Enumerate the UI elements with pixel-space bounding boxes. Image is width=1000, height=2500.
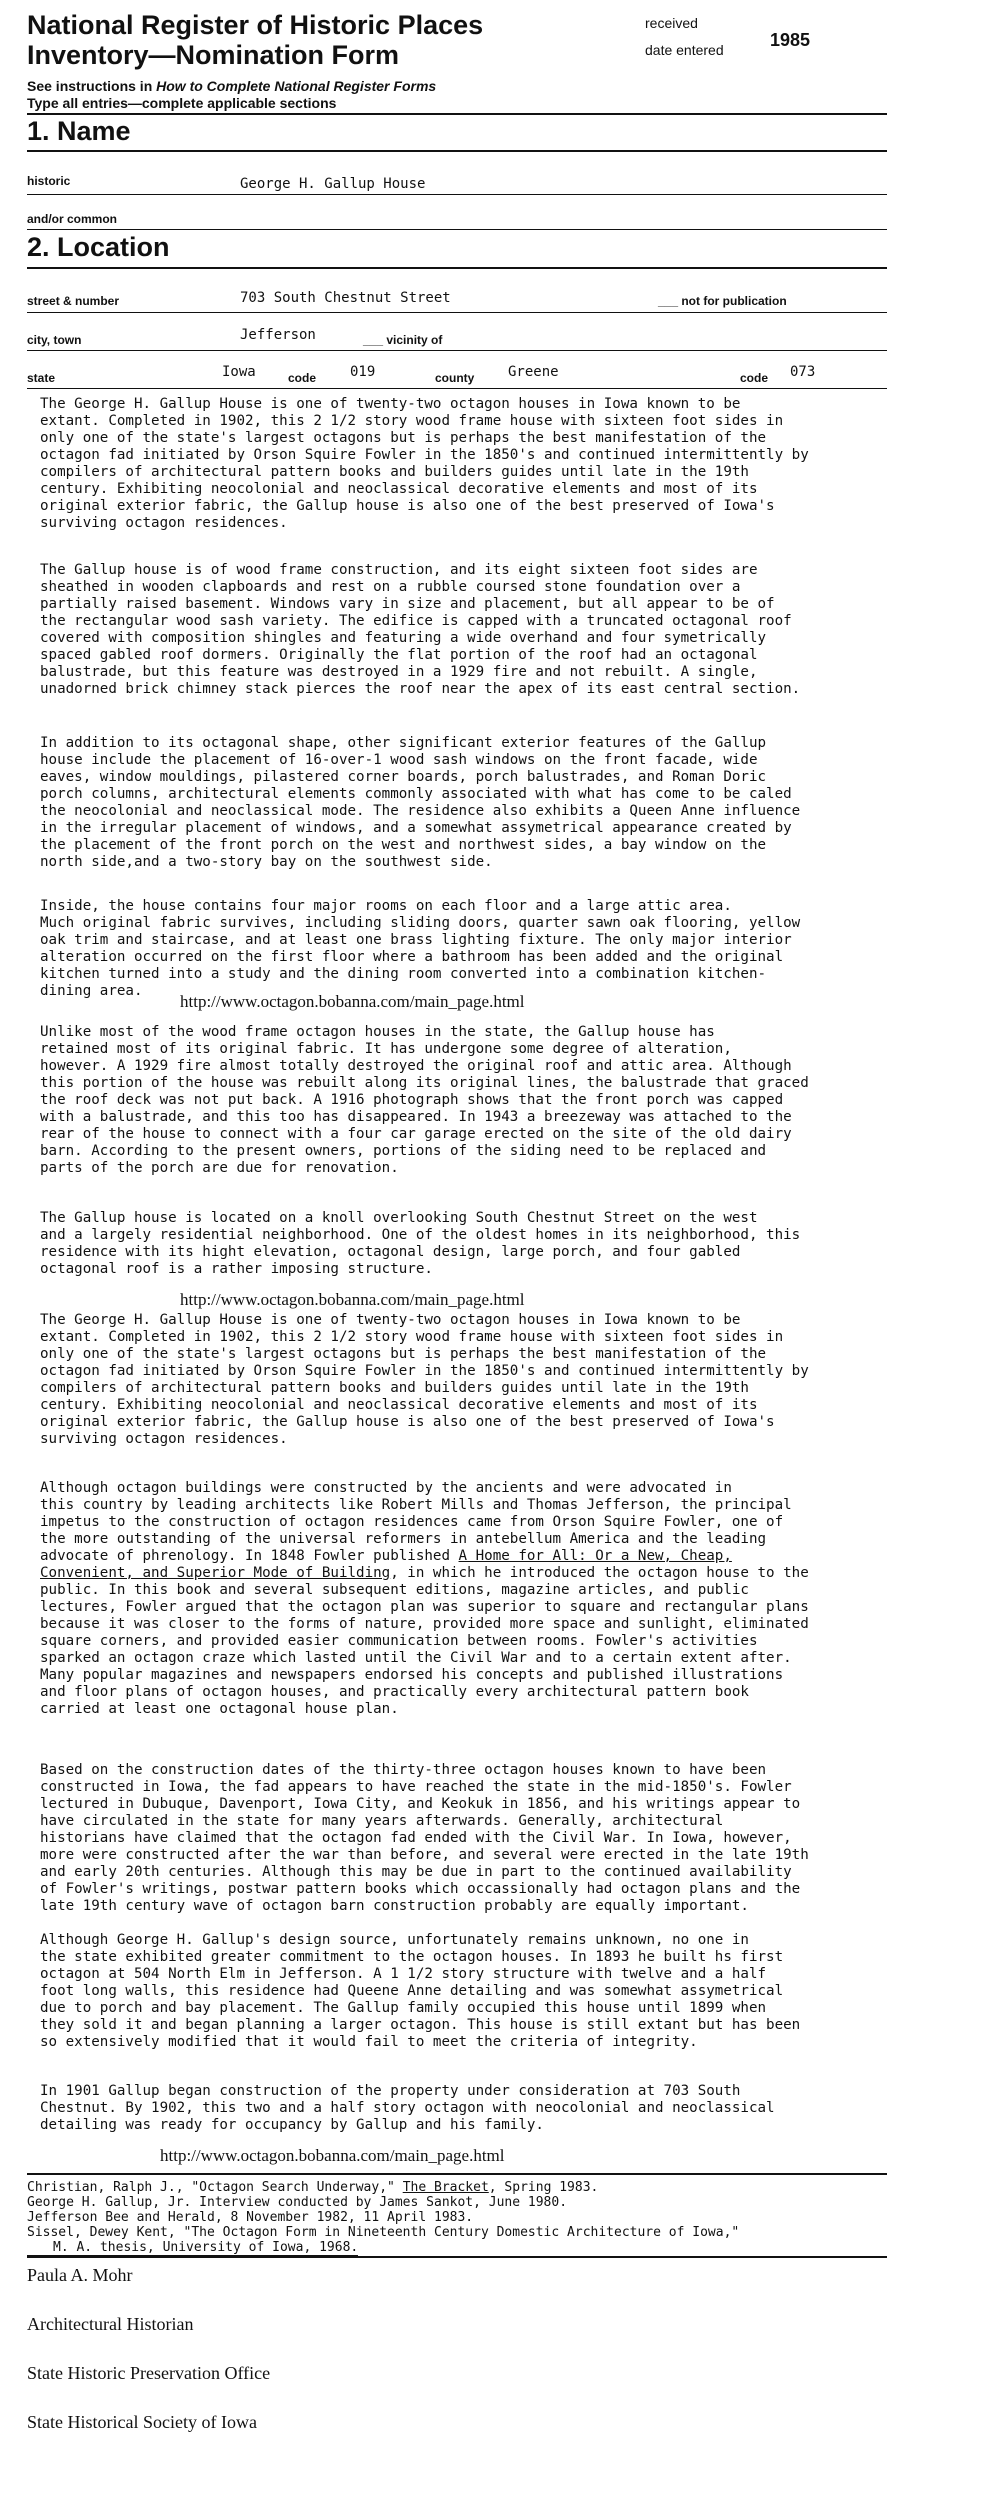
significance-paragraph-2 — [40, 1480, 880, 1718]
county-code-label: code — [740, 371, 769, 385]
historic-label: historic — [27, 174, 71, 188]
source-url-2: http://www.octagon.bobanna.com/main_page.html — [180, 1290, 525, 1309]
source-url-3: http://www.octagon.bobanna.com/main_page.html — [160, 2146, 505, 2165]
divider — [27, 113, 887, 115]
description-paragraph-4: Inside, the house contains four major rooms on each floor and a large attic area. Much original fabric survives, including sliding doors, quarter sawn oak flooring, yellow oak trim and staircase, and at least one brass lighting fixture. The only major interior alteration occurred on the first floor where a bathroom has been added and the original kitchen turned into a study and the dining room converted into a combination kitchen- dining area. — [40, 898, 801, 999]
divider — [27, 150, 887, 152]
year-stamp: 1985 — [770, 30, 811, 50]
form-title-line2: Inventory—Nomination Form — [27, 40, 400, 70]
state-value: Iowa — [222, 364, 256, 380]
divider — [27, 229, 887, 230]
reference-1 — [27, 2180, 887, 2195]
paragraph-text: Although octagon buildings were constructed by the ancients and were advocated in this country by leading architects like Robert Mills and Thomas Jefferson, the principal impetus to the construction of octagon residences came from Orson Squire Fowler, one of the more outstanding of the universal reformers in antebellum America and the leading advocate of phrenology. In 1848 Fowler published — [40, 1480, 792, 1564]
preparer-title: Architectural Historian — [27, 2314, 194, 2334]
received-label: received — [645, 15, 698, 31]
county-label: county — [435, 371, 475, 385]
preparer-office: State Historic Preservation Office — [27, 2363, 271, 2383]
description-paragraph-2: The Gallup house is of wood frame construction, and its eight sixteen foot sides are sheathed in wooden clapboards and rest on a rubble coursed stone foundation over a partially raised basement. Windows vary in size and placement, but all appear to be of the rectangular wood sash variety. The edifice is capped with a truncated octagonal roof covered with composition shingles and featuring a wide overhand and four symetrically spaced gabled roof dormers. Originally the flat portion of the roof had an octagonal balustrade, but this feature was destroyed in a 1929 fire and not rebuilt. A single, unadorned brick chimney stack pierces the roof near the apex of its east central section. — [40, 562, 801, 697]
significance-paragraph-4: Although George H. Gallup's design source, unfortunately remains unknown, no one in the state exhibited greater commitment to the octagon houses. In 1893 he built hs first octagon at 504 North Elm in Jefferson. A 1 1/2 story structure with twelve and a half foot long walls, this residence had Queene Anne detailing and was somewhat assymetrical due to porch and bay placement. The Gallup family occupied this house until 1899 when they sold it and began planning a larger octagon. This house is still extant but has been so extensively modified that it would fail to meet the criteria of integrity. — [40, 1932, 801, 2050]
divider — [27, 312, 887, 313]
county-value: Greene — [508, 364, 559, 380]
description-paragraph-3: In addition to its octagonal shape, other significant exterior features of the Gallup house include the placement of 16-over-1 wood sash windows on the front facade, wide eaves, window mouldings, pilastered corner boards, porch balustrades, and Roman Doric porch columns, architectural elements commonly associated with what has come to be caled the neocolonial and neoclassical mode. The residence also exhibits a Queen Anne influence in the irregular placement of windows, and a somewhat assymetrical appearance created by the placement of the front porch on the west and northwest sides, a bay window on the north side,and a two-story bay on the southwest side. — [40, 735, 801, 870]
county-code-value: 073 — [790, 364, 816, 380]
reference-2: George H. Gallup, Jr. Interview conducted by James Sankot, June 1980. — [27, 2195, 568, 2210]
state-label: state — [27, 371, 56, 385]
date-entered-label: date entered — [645, 42, 724, 58]
significance-paragraph-1: The George H. Gallup House is one of twenty-two octagon houses in Iowa known to be extant. Completed in 1902, this 2 1/2 story wood frame house with sixteen foot sides in only one of the state's largest octagons but is perhaps the best manifestation of the octagon fad initiated by Orson Squire Fowler in the 1850's and continued intermittently by compilers of architectural pattern books and builders guides until late in the 19th century. Exhibiting neocolonial and neoclassical decorative elements and most of its original exterior fabric, the Gallup house is also one of the best preserved of Iowa's surviving octagon residences. — [40, 1312, 809, 1447]
form-title — [27, 10, 483, 70]
historic-name-value: George H. Gallup House — [240, 176, 426, 192]
significance-paragraph-3: Based on the construction dates of the thirty-three octagon houses known to have been constructed in Iowa, the fad appears to have reached the state in the mid-1850's. Fowler lectured in Dubuque, Davenport, Iowa City, and Keokuk in 1856, and his writings appear to have circulated in the state for many years afterwards. Generally, architectural historians have claimed that the octagon fad ended with the Civil War. In Iowa, however, more were constructed after the war than before, and several were erected in the late 19th and early 20th centuries. Although this may be due in part to the continued availability of Fowler's writings, postwar pattern books which occassionally had octagon plans and the late 19th century wave of octagon barn construction probably are equally important. — [40, 1762, 809, 1914]
divider — [27, 194, 887, 195]
description-paragraph-5: Unlike most of the wood frame octagon houses in the state, the Gallup house has retained most of its original fabric. It has undergone some degree of alteration, however. A 1929 fire almost totally destroyed the original roof and attic area. Although this portion of the house was rebuilt along its original lines, the balustrade that graced the roof deck was not put back. A 1916 photograph shows that the front porch was capped with a balustrade, and this too has disappeared. In 1943 a breezeway was attached to the rear of the house to connect with a four car garage erected on the site of the old dairy barn. According to the present owners, portions of the siding need to be replaced and parts of the porch are due for renovation. — [40, 1024, 809, 1176]
city-value: Jefferson — [240, 327, 316, 343]
vicinity-label: ___ vicinity of — [363, 333, 443, 347]
preparer-organization: State Historical Society of Iowa — [27, 2412, 257, 2432]
reference-text: Christian, Ralph J., "Octagon Search Underway," — [27, 2180, 403, 2195]
city-label: city, town — [27, 333, 82, 347]
divider — [27, 2256, 887, 2258]
state-code-label: code — [288, 371, 317, 385]
section-2-heading: 2. Location — [27, 232, 170, 262]
instructions-italic: How to Complete National Register Forms — [156, 78, 437, 94]
reference-3: Jefferson Bee and Herald, 8 November 1982, 11 April 1983. — [27, 2210, 474, 2225]
state-code-value: 019 — [350, 364, 376, 380]
references-block — [27, 2180, 887, 2256]
reference-text: , Spring 1983. — [488, 2180, 599, 2195]
paragraph-text: , in which he introduced the octagon house to the public. In this book and several subsequent editions, magazine articles, and public lectures, Fowler argued that the octagon plan was superior to square and rectangular plans because it was closer to the forms of nature, provided more space and sunlight, eliminated square corners, and provided easier communication between rooms. Fowler's activities sparked an octagon craze which lasted until the Civil War and to a certain extent after. Many popular magazines and newspapers endorsed his concepts and published illustrations and floor plans of octagon houses, and practically every architectural pattern book carried at least one octagonal house plan. — [40, 1565, 809, 1717]
divider — [27, 350, 887, 351]
divider — [27, 2173, 887, 2175]
not-for-publication-label: ___ not for publication — [658, 294, 787, 308]
reference-4-continued: M. A. thesis, University of Iowa, 1968. — [27, 2240, 358, 2256]
reference-title: The Bracket — [402, 2180, 489, 2195]
description-paragraph-6: The Gallup house is located on a knoll overlooking South Chestnut Street on the west and a largely residential neighborhood. One of the oldest homes in its neighborhood, this residence with its hight elevation, octagonal design, large porch, and four gabled octagonal roof is a rather imposing structure. — [40, 1210, 801, 1277]
section-1-heading: 1. Name — [27, 116, 131, 146]
reference-4: Sissel, Dewey Kent, "The Octagon Form in Nineteenth Century Domestic Architecture of Iowa," — [27, 2225, 740, 2240]
form-title-line1: National Register of Historic Places — [27, 10, 484, 40]
preparer-name: Paula A. Mohr — [27, 2265, 133, 2285]
description-paragraph-1: The George H. Gallup House is one of twenty-two octagon houses in Iowa known to be extant. Completed in 1902, this 2 1/2 story wood frame house with sixteen foot sides in only one of the state's largest octagons but is perhaps the best manifestation of the octagon fad initiated by Orson Squire Fowler in the 1850's and continued intermittently by compilers of architectural pattern books and builders guides until late in the 19th century. Exhibiting neocolonial and neoclassical decorative elements and most of its original exterior fabric, the Gallup house is also one of the best preserved of Iowa's surviving octagon residences. — [40, 396, 809, 531]
instructions-line2: Type all entries—complete applicable sections — [27, 95, 337, 111]
street-label: street & number — [27, 294, 120, 308]
divider — [27, 267, 887, 269]
instructions-prefix: See instructions in — [27, 78, 157, 94]
street-value: 703 South Chestnut Street — [240, 290, 451, 306]
common-name-label: and/or common — [27, 212, 118, 226]
form-instructions — [27, 78, 436, 112]
divider — [27, 388, 887, 389]
source-url-1: http://www.octagon.bobanna.com/main_page.html — [180, 992, 525, 1011]
book-title: A Home for All: Or a New, Cheap, Convenient, and Superior Mode of Building — [40, 1548, 732, 1581]
significance-paragraph-5: In 1901 Gallup began construction of the property under consideration at 703 South Chestnut. By 1902, this two and a half story octagon with neocolonial and neoclassical detailing was ready for occupancy by Gallup and his family. — [40, 2083, 775, 2133]
